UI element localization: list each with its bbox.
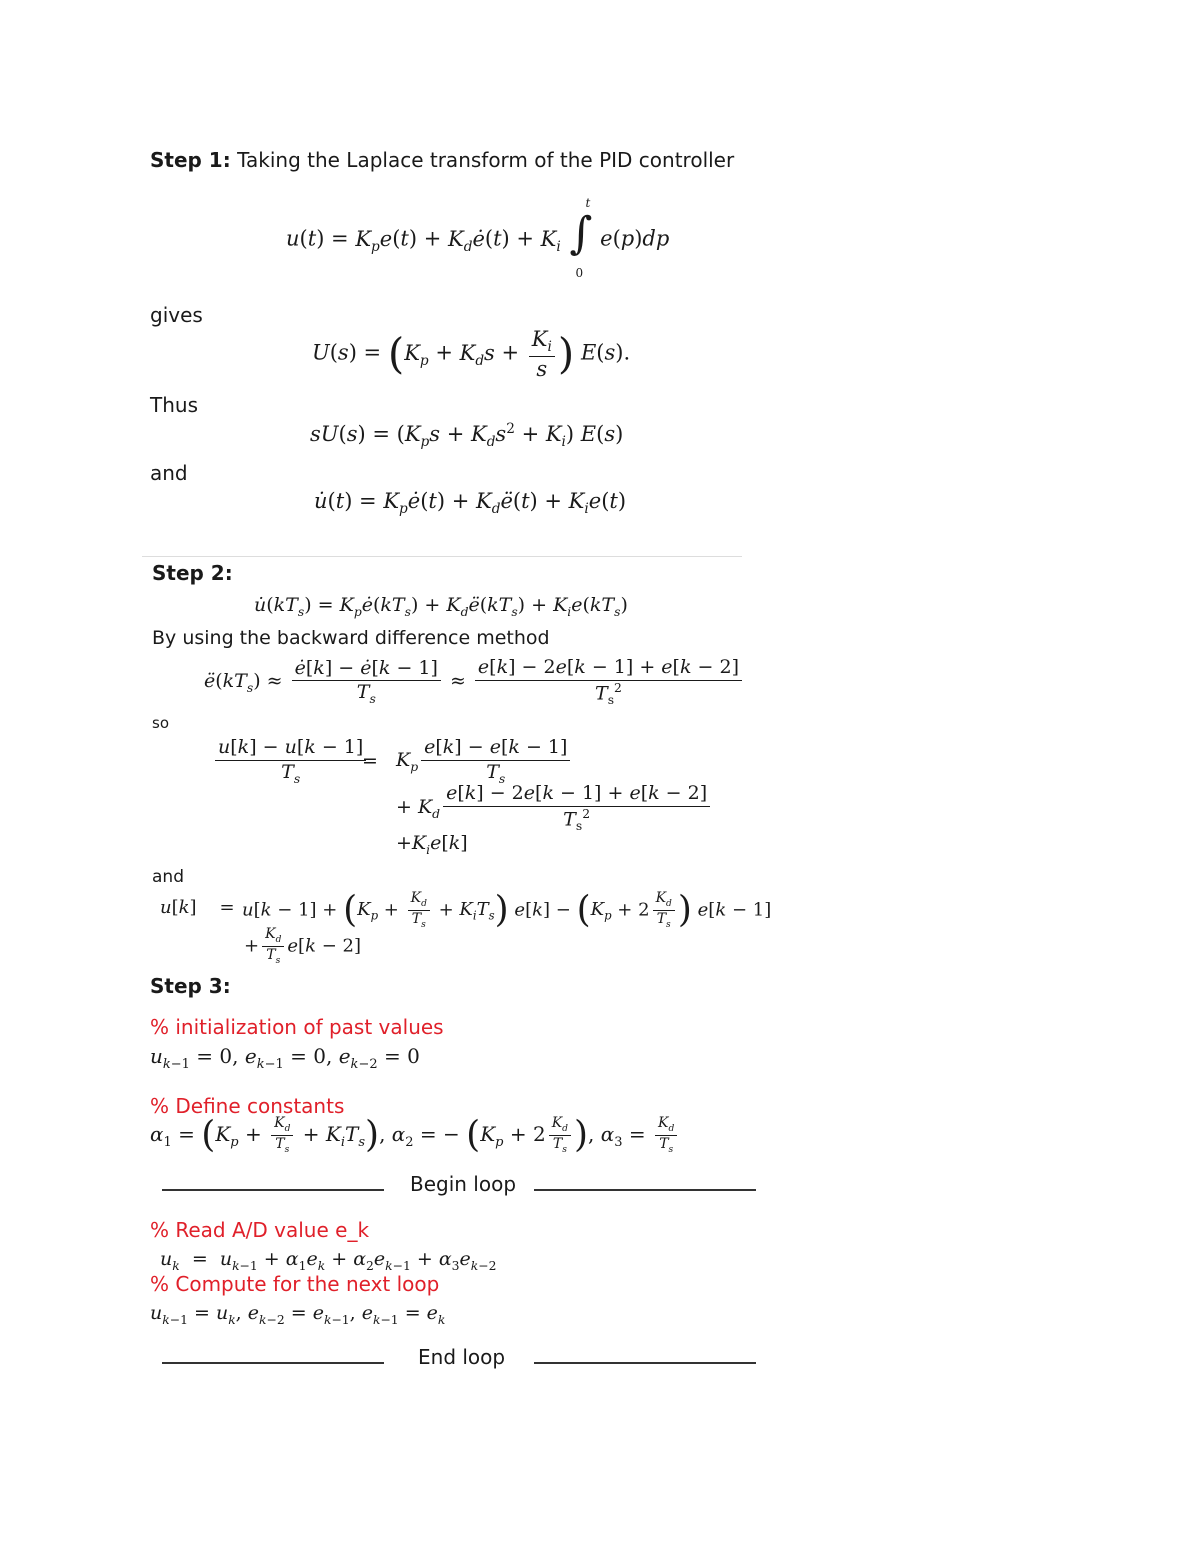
eq-init: $u_{k-1} = 0$, $e_{k-1} = 0$, $e_{k-2} = 0$	[150, 1044, 420, 1072]
comment-read: % Read A/D value e_k	[150, 1218, 370, 1242]
eq-diff-term2: + $K_d$ $\frac{e[k] - 2e[k - 1] + e[k - 2]}{T_s^2}$	[396, 782, 713, 834]
word-gives: gives	[150, 303, 203, 327]
word-so: so	[152, 714, 169, 732]
eq-const: $\alpha_1 = (K_p$ + $\frac{K_d}{T_s}$ + $K_iT_s$), $\alpha_2$ = − ($K_p + 2$ $\frac{K_d}{T_s}$ ), $\alpha_3$ = $\frac{K_d}{T_s}$	[150, 1115, 680, 1156]
section-divider	[142, 556, 742, 557]
eq-diff-term3: $+K_ie[k]$	[396, 832, 468, 857]
eq-backdiff: $ë(kT_s)$ ≈ $\frac{ė[k] - ė[k - 1]}{T_s}$ ≈ $\frac{e[k] - 2e[k - 1] + e[k - 2]}{T_s^2}$	[204, 656, 745, 708]
word-and-2: and	[152, 867, 184, 887]
word-thus: Thus	[150, 393, 198, 417]
eq-udot: u̇(t) = $K_pė(t)$ + $K_dë(t) + K_ie(t)$	[314, 489, 627, 518]
step3-heading: Step 3:	[150, 974, 231, 998]
end-loop-label: End loop	[418, 1345, 506, 1369]
method-text: By using the backward difference method	[152, 627, 550, 649]
eq-shift: $u_{k-1} = u_k$, $e_{k-2} = e_{k-1}$, $e_{k-1} = e_k$	[150, 1302, 446, 1327]
eq-su: $sU(s) = (K_ps + K_ds^2 + K_i)$ E(s)	[310, 421, 624, 451]
eq-laplace: $U(s) = (K_p + K_ds$ + $\frac{K_i}{s}$ ) E(s).	[312, 327, 631, 382]
begin-loop-rule-right	[534, 1189, 756, 1191]
eq-uk-rhs2: + $\frac{K_d}{T_s}$ e[k − 2]	[244, 926, 361, 966]
end-loop-rule-left	[162, 1362, 384, 1364]
begin-loop-label: Begin loop	[410, 1172, 517, 1196]
step1-heading: Step 1:	[150, 148, 231, 172]
eq-pid-time: $u(t) = K_pe(t)$ + $K_dė(t) + K_i$ ∫ t 0 e(p)dp	[286, 196, 670, 280]
comment-next: % Compute for the next loop	[150, 1272, 440, 1296]
eq-uk-rhs1: $u[k - 1] + (K_p$ + $\frac{K_d}{T_s}$ + $K_iT_s$) $e[k] - (K_p + 2$ $\frac{K_d}{T_s}$ ) e[k − 1]	[242, 889, 772, 931]
eq-diff-equals: =	[362, 750, 378, 772]
eq-diff-lhs: $\frac{u[k] - u[k - 1]}{T_s}$	[212, 736, 369, 786]
eq-diff-term1: $K_p$ $\frac{e[k] - e[k - 1]}{T_s}$	[396, 736, 573, 786]
comment-const: % Define constants	[150, 1094, 345, 1118]
step2-heading: Step 2:	[152, 561, 233, 585]
comment-init: % initialization of past values	[150, 1015, 444, 1039]
step1-title	[150, 148, 734, 172]
eq-uk-lhs: u[k] =	[160, 897, 235, 918]
eq-sampled: $u̇(kT_s)$ = $K_pė(kT_s)$ + $K_dë(kT_s) + K_ie(kT_s)$	[254, 594, 628, 619]
begin-loop-rule-left	[162, 1189, 384, 1191]
end-loop-rule-right	[534, 1362, 756, 1364]
step1-text: Taking the Laplace transform of the PID controller	[237, 148, 735, 172]
word-and-1: and	[150, 461, 188, 485]
eq-update: $u_k = u_{k-1} + \alpha_1e_k + \alpha_2e_{k-1} + \alpha_3e_{k-2}$	[160, 1248, 497, 1273]
